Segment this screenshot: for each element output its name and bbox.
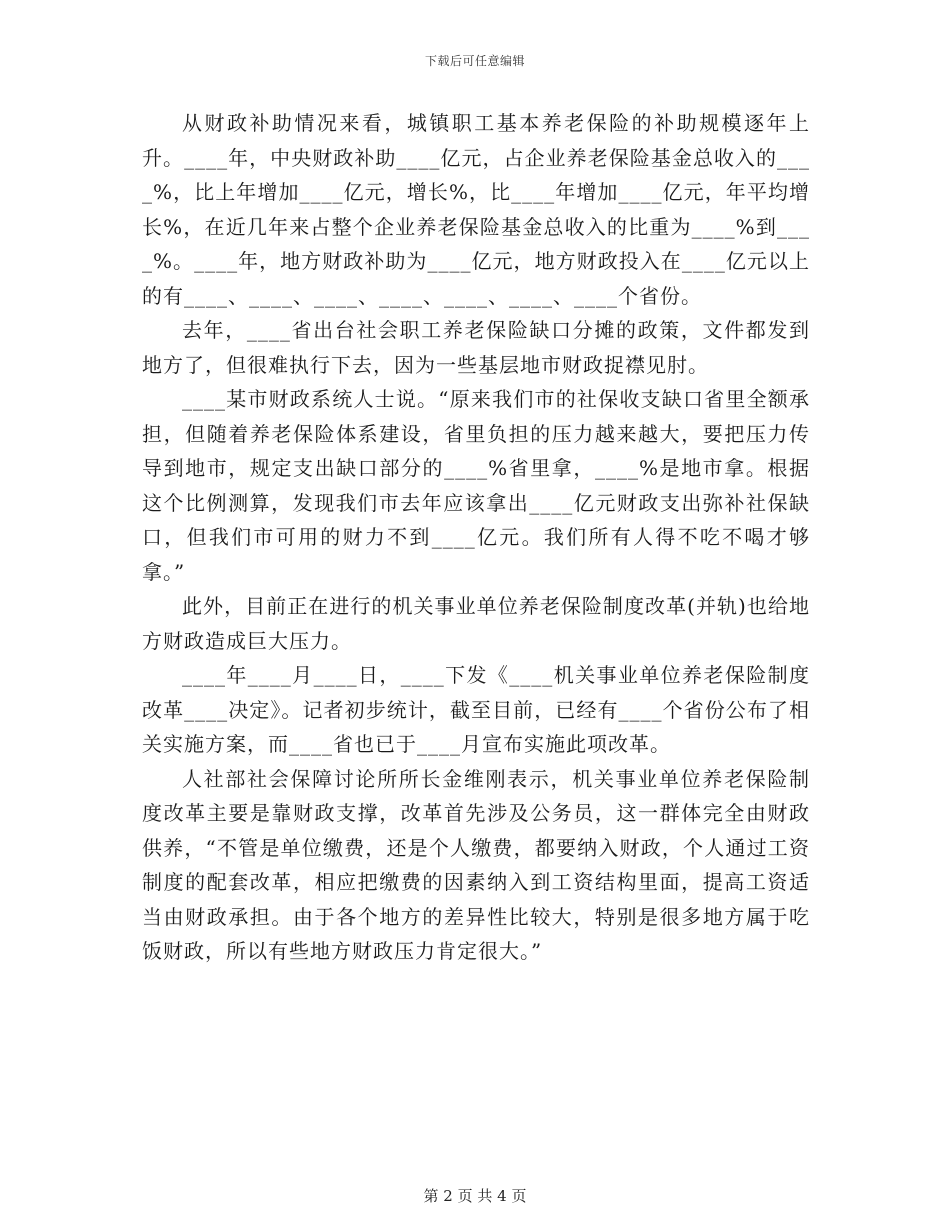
page-number-footer: 第 2 页 共 4 页 [423, 1187, 527, 1205]
document-body [142, 106, 810, 969]
paragraph-reform-decision: ____年____月____日，____下发《____机关事业单位养老保险制度改革____决定》。记者初步统计，截至目前，已经有____个省份公布了相关实施方案，而____省也已于____月宣布实施此项改革。 [142, 663, 810, 756]
paragraph-pension-reform-pressure: 此外，目前正在进行的机关事业单位养老保险制度改革(并轨)也给地方财政造成巨大压力。 [142, 594, 810, 653]
paragraph-city-official-quote: ____某市财政系统人士说。“原来我们市的社保收支缺口省里全额承担，但随着养老保险体系建设，省里负担的压力越来越大，要把压力传导到地市，规定支出缺口部分的____%省里拿，____%是地市拿。根据这个比例测算，发现我们市去年应该拿出____亿元财政支出弥补社保缺口，但我们市可用的财力不到____亿元。我们所有人得不吃不喝才够拿。” [142, 387, 810, 584]
page-header: 下载后可任意编辑 [424, 54, 525, 68]
paragraph-expert-comment: 人社部社会保障讨论所所长金维刚表示，机关事业单位养老保险制度改革主要是靠财政支撑，改革首先涉及公务员，这一群体完全由财政供养，“不管是单位缴费，还是个人缴费，都要纳入财政，个人通过工资制度的配套改革，相应把缴费的因素纳入到工资结构里面，提高工资适当由财政承担。由于各个地方的差异性比较大，特别是很多地方属于吃饭财政，所以有些地方财政压力肯定很大。” [142, 766, 810, 963]
paragraph-last-year-policy: 去年，____省出台社会职工养老保险缺口分摊的政策，文件都发到地方了，但很难执行下去，因为一些基层地市财政捉襟见肘。 [142, 318, 810, 377]
paragraph-fiscal-subsidy: 从财政补助情况来看，城镇职工基本养老保险的补助规模逐年上升。____年，中央财政补助____亿元，占企业养老保险基金总收入的____%，比上年增加____亿元，增长%，比____年增加____亿元，年平均增长%，在近几年来占整个企业养老保险基金总收入的比重为____%到____%。____年，地方财政补助为____亿元，地方财政投入在____亿元以上的有____、____、____、____、____、____、____个省份。 [142, 111, 810, 308]
